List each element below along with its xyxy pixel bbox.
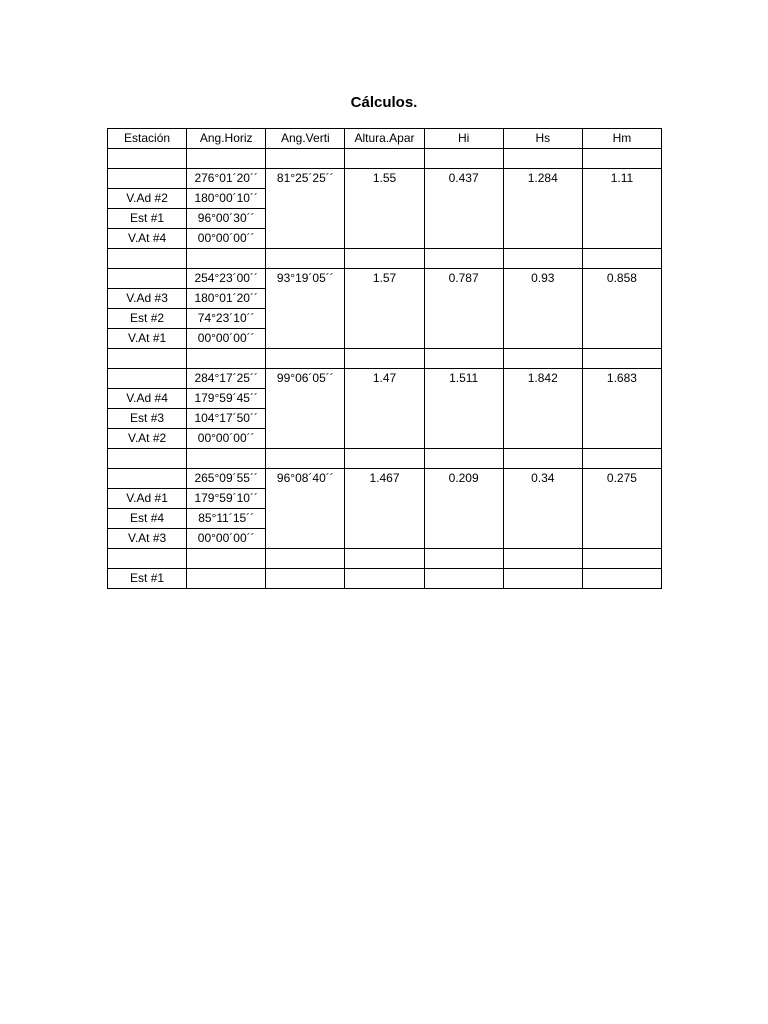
cell-hs: 1.842	[503, 369, 582, 449]
table-row	[108, 369, 662, 389]
cell-estacion: Est #1	[108, 209, 187, 229]
page-title: Cálculos.	[350, 94, 418, 111]
cell-ang-horiz: 85°11´15´´	[187, 509, 266, 529]
header-hm: Hm	[582, 129, 661, 149]
cell-ang-horiz: 00°00´00´´	[187, 429, 266, 449]
cell-ang-horiz: 00°00´00´´	[187, 529, 266, 549]
table-row	[108, 269, 662, 289]
cell-ang-horiz: 00°00´00´´	[187, 229, 266, 249]
cell-hi: 0.437	[424, 169, 503, 249]
cell-hs: 1.284	[503, 169, 582, 249]
cell-altura-apar: 1.57	[345, 269, 424, 349]
cell-hs: 0.34	[503, 469, 582, 549]
cell-ang-horiz: 265°09´55´´	[187, 469, 266, 489]
header-ang-verti: Ang.Verti	[266, 129, 345, 149]
spacer-row	[108, 249, 662, 269]
cell-estacion: Est #4	[108, 509, 187, 529]
table-row	[108, 469, 662, 489]
cell-ang-horiz: 284°17´25´´	[187, 369, 266, 389]
cell-estacion	[108, 469, 187, 489]
cell-estacion: V.At #3	[108, 529, 187, 549]
cell-estacion: V.At #4	[108, 229, 187, 249]
cell-ang-verti: 81°25´25´´	[266, 169, 345, 249]
cell-hm: 0.275	[582, 469, 661, 549]
cell-ang-horiz: 179°59´45´´	[187, 389, 266, 409]
cell-ang-horiz: 254°23´00´´	[187, 269, 266, 289]
spacer-row	[108, 449, 662, 469]
spacer-row	[108, 549, 662, 569]
table-row	[108, 169, 662, 189]
cell-ang-verti: 96°08´40´´	[266, 469, 345, 549]
cell-hi: 0.209	[424, 469, 503, 549]
cell-ang-verti: 99°06´05´´	[266, 369, 345, 449]
spacer-row	[108, 149, 662, 169]
spacer-row	[108, 349, 662, 369]
cell-hm: 1.683	[582, 369, 661, 449]
header-hi: Hi	[424, 129, 503, 149]
cell-estacion	[108, 269, 187, 289]
calculations-table	[107, 128, 662, 589]
cell-estacion	[108, 169, 187, 189]
cell-ang-horiz: 00°00´00´´	[187, 329, 266, 349]
header-ang-horiz: Ang.Horiz	[187, 129, 266, 149]
cell-estacion: V.Ad #1	[108, 489, 187, 509]
cell-estacion: V.Ad #4	[108, 389, 187, 409]
cell-ang-horiz: 180°01´20´´	[187, 289, 266, 309]
cell-ang-horiz: 96°00´30´´	[187, 209, 266, 229]
cell-estacion: V.Ad #3	[108, 289, 187, 309]
cell-estacion	[108, 369, 187, 389]
cell-hi: 0.787	[424, 269, 503, 349]
cell-hi: 1.511	[424, 369, 503, 449]
cell-estacion: V.At #1	[108, 329, 187, 349]
header-altura-apar: Altura.Apar	[345, 129, 424, 149]
cell-estacion: V.Ad #2	[108, 189, 187, 209]
cell-estacion: Est #3	[108, 409, 187, 429]
cell-altura-apar: 1.467	[345, 469, 424, 549]
cell-estacion: Est #1	[108, 569, 187, 589]
table-row-final	[108, 569, 662, 589]
header-estacion: Estación	[108, 129, 187, 149]
cell-ang-horiz: 276°01´20´´	[187, 169, 266, 189]
cell-hm: 0.858	[582, 269, 661, 349]
cell-estacion: V.At #2	[108, 429, 187, 449]
cell-ang-horiz: 104°17´50´´	[187, 409, 266, 429]
cell-altura-apar: 1.47	[345, 369, 424, 449]
cell-hm: 1.11	[582, 169, 661, 249]
cell-ang-horiz: 179°59´10´´	[187, 489, 266, 509]
header-hs: Hs	[503, 129, 582, 149]
cell-ang-horiz: 180°00´10´´	[187, 189, 266, 209]
cell-hs: 0.93	[503, 269, 582, 349]
table-header-row	[108, 129, 662, 149]
cell-estacion: Est #2	[108, 309, 187, 329]
cell-ang-horiz: 74°23´10´´	[187, 309, 266, 329]
cell-altura-apar: 1.55	[345, 169, 424, 249]
cell-ang-verti: 93°19´05´´	[266, 269, 345, 349]
